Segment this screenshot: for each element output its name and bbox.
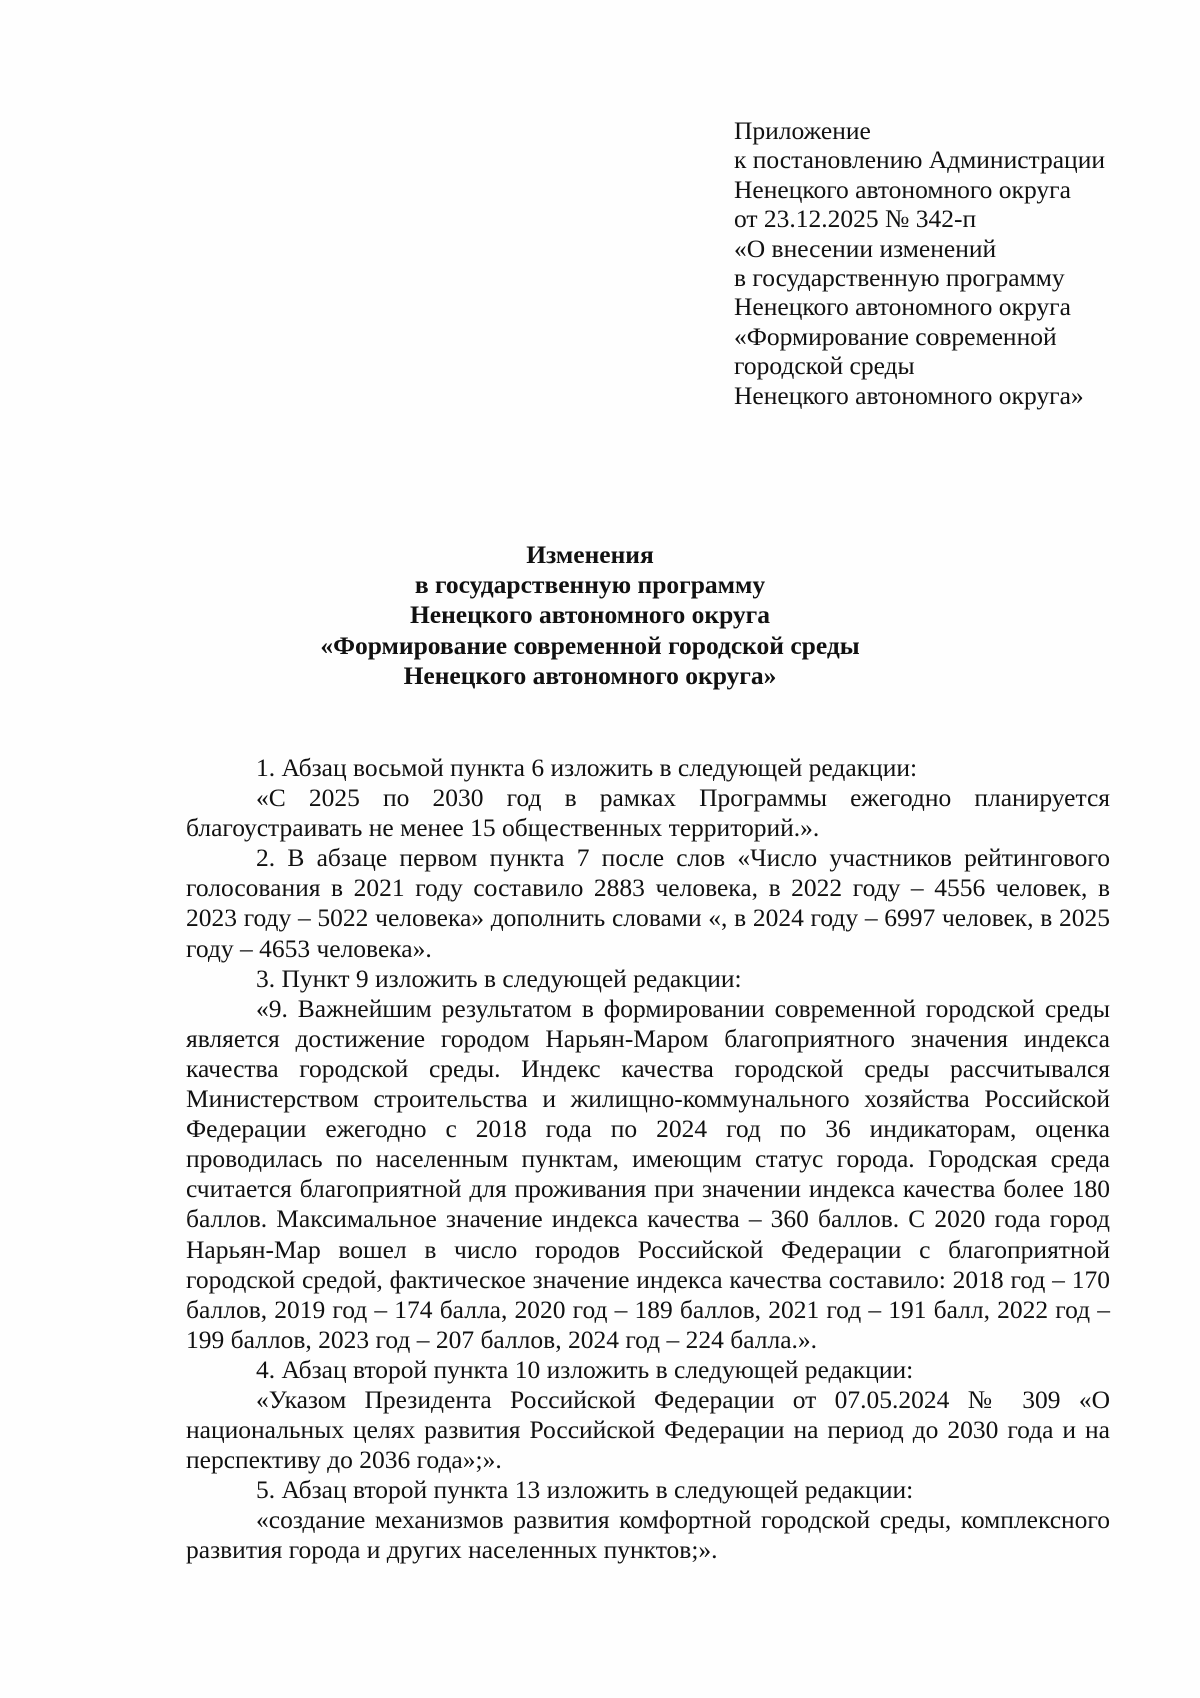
paragraph-item-1: 1. Абзац восьмой пункта 6 изложить в следующей редакции: (256, 753, 918, 782)
annex-line: «О внесении изменений (734, 233, 997, 263)
annex-line: городской среды (734, 351, 915, 381)
document-title (140, 540, 1040, 691)
document-body (186, 753, 1110, 1566)
title-line: Ненецкого автономного округа» (403, 660, 777, 690)
title-line: «Формирование современной городской среды (320, 630, 860, 660)
paragraph-quote: «С 2025 по 2030 год в рамках Программы ежегодно планируется благоустраивать не менее 15 общественных территорий.». (186, 783, 1110, 843)
annex-line: Ненецкого автономного округа» (734, 380, 1084, 410)
paragraph-item-4: 4. Абзац второй пункта 10 изложить в следующей редакции: (256, 1354, 914, 1384)
annex-line: от 23.12.2025 № 342-п (734, 204, 977, 234)
annex-line: Ненецкого автономного округа (734, 292, 1071, 322)
paragraph-quote: «Указом Президента Российской Федерации от 07.05.2024 № 309 «О национальных целях развития Российской Федерации на период до 2030 года и на перспективу до 2036 года»;». (186, 1384, 1110, 1475)
paragraph-quote: «создание механизмов развития комфортной городской среды, комплексного развития города и других населенных пунктов;». (186, 1505, 1110, 1565)
annex-line: Ненецкого автономного округа (734, 174, 1071, 204)
title-line: Изменения (526, 540, 654, 569)
annex-line: «Формирование современной (734, 321, 1057, 351)
annex-block (734, 116, 1174, 410)
title-line: Ненецкого автономного округа (409, 600, 771, 630)
title-line: в государственную программу (414, 570, 766, 600)
annex-line: Приложение (734, 116, 871, 145)
paragraph-item-2: 2. В абзаце первом пункта 7 после слов «Число участников рейтингового голосования в 2021 году составило 2883 человека, в 2022 году – 4556 человек, в 2023 году – 5022 человека» дополнить словами «, в 2024 году – 6997 человек, в 2025 году – 4653 человека». (186, 843, 1110, 963)
paragraph-item-5: 5. Абзац второй пункта 13 изложить в следующей редакции: (256, 1475, 914, 1505)
annex-line: к постановлению Администрации (734, 145, 1105, 175)
annex-line: в государственную программу (734, 263, 1065, 293)
paragraph-item-3: 3. Пункт 9 изложить в следующей редакции: (256, 963, 742, 993)
paragraph-quote: «9. Важнейшим результатом в формировании современной городской среды является достижение городом Нарьян-Маром благоприятного значения индекса качества городской среды. Индекс качества городской среды рассчитывался Министерством строительства и жилищно-коммунального хозяйства Российской Федерации ежегодно с 2018 года по 2024 год по 36 индикаторам, оценка проводилась по населенным пунктам, имеющим статус города. Городская среда считается благоприятной для проживания при значении индекса качества более 180 баллов. Максимальное значение индекса качества – 360 баллов. С 2020 года город Нарьян-Мар вошел в число городов Российской Федерации с благоприятной городской средой, фактическое значение индекса качества составило: 2018 год – 170 баллов, 2019 год – 174 балла, 2020 год – 189 баллов, 2021 год – 191 балл, 2022 год – 199 баллов, 2023 год – 207 баллов, 2024 год – 224 балла.». (186, 993, 1110, 1354)
